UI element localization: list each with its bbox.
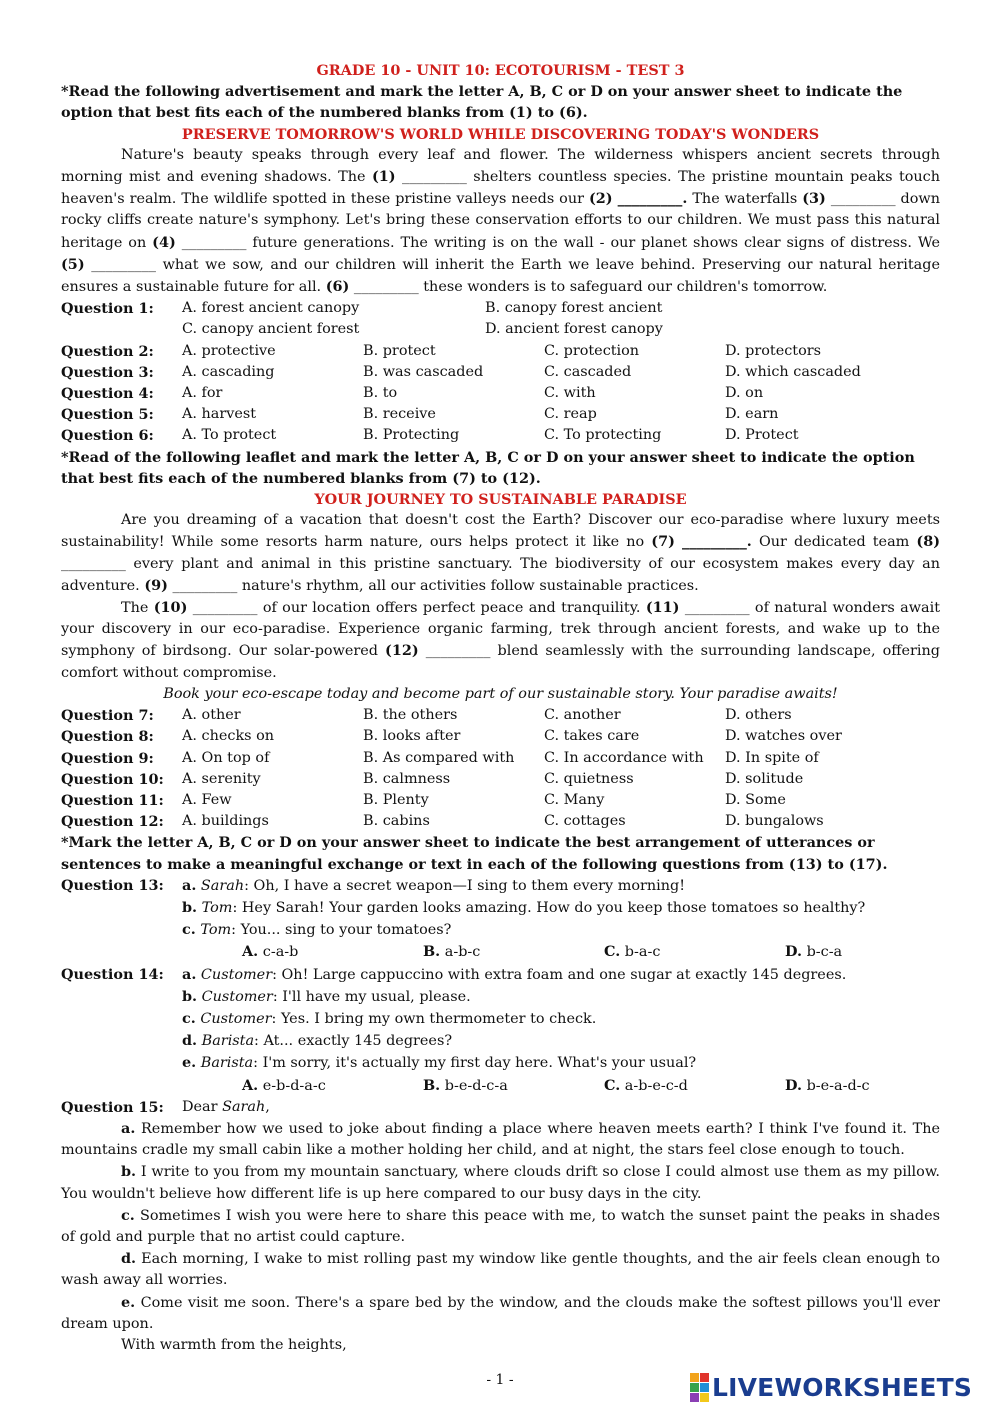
question-8: Question 8: A. checks on B. looks after C. takes care D. watches over bbox=[61, 726, 940, 747]
option-a[interactable]: A. protective bbox=[182, 342, 276, 359]
option-a[interactable]: A. c-a-b bbox=[242, 943, 299, 961]
question-3: Question 3: A. cascading B. was cascaded C. cascaded D. which cascaded bbox=[61, 362, 940, 383]
letter-item: b. I write to you from my mountain sanctuary, where clouds drift so close I could almost use them as my pillow. You wouldn't believe how different life is up here compared to our busy days in the city. bbox=[61, 1163, 941, 1202]
question-11: Question 11: A. Few B. Plenty C. Many D. Some bbox=[61, 790, 940, 811]
question-13: Question 13: a. Sarah: Oh, I have a secret weapon—I sing to them every morning! bbox=[61, 875, 940, 897]
option-c[interactable]: C. To protecting bbox=[544, 427, 662, 444]
dialogue-line: b. Tom: Hey Sarah! Your garden looks amazing. How do you keep those tomatoes so healthy? bbox=[182, 898, 866, 916]
option-b[interactable]: B. Plenty bbox=[363, 791, 429, 808]
option-c[interactable]: C. another bbox=[544, 707, 621, 724]
section1-passage: Nature's beauty speaks through every leaf and flower. The wilderness whispers ancient secrets through morning mist and evening shadows. The (1) _________ shelters countless species. The pristine mountain peaks touch heaven's realm. The wildlife spotted in these pristine valleys needs our (2) _________. The waterfalls (3) _________ down rocky cliffs create nature's symphony. Let's bring these conservation efforts to our children. We must pass this natural heritage on (4) _________ future generations. The writing is on the wall - our planet shows clear signs of distress. We (5) _________ what we sow, and our children will inherit the Earth we leave behind. Preserving our natural heritage ensures a sustainable future for all. (6) _________ these wonders is to safeguard our children's tomorrow. bbox=[61, 146, 941, 296]
option-b[interactable]: B. Protecting bbox=[363, 427, 460, 444]
option-d[interactable]: D. Some bbox=[725, 791, 786, 808]
question-14-answers bbox=[61, 1075, 940, 1097]
question-5: Question 5: A. harvest B. receive C. reap D. earn bbox=[61, 404, 940, 425]
option-d[interactable]: D. protectors bbox=[725, 342, 821, 359]
option-d[interactable]: D. others bbox=[725, 707, 792, 724]
dialogue-line: e. Barista: I'm sorry, it's actually my first day here. What's your usual? bbox=[182, 1054, 697, 1072]
question-7: Question 7: A. other B. the others C. another D. others bbox=[61, 705, 940, 726]
dialogue-line: c. Customer: Yes. I bring my own thermometer to check. bbox=[182, 1009, 597, 1027]
option-a[interactable]: A. for bbox=[182, 385, 223, 402]
dialogue-line: d. Barista: At... exactly 145 degrees? bbox=[182, 1032, 453, 1050]
question-14: Question 14: a. Customer: Oh! Large cappuccino with extra foam and one sugar at exactly 145 degrees. bbox=[61, 964, 940, 986]
question-9: Question 9: A. On top of B. As compared with C. In accordance with D. In spite of bbox=[61, 748, 940, 769]
question-15: Question 15: Dear Sarah, bbox=[61, 1097, 940, 1118]
question-6: Question 6: A. To protect B. Protecting C. To protecting D. Protect bbox=[61, 425, 940, 446]
option-d[interactable]: D. In spite of bbox=[725, 749, 819, 766]
option-a[interactable]: A. buildings bbox=[182, 813, 269, 830]
option-a[interactable]: A. harvest bbox=[182, 406, 257, 423]
option-c[interactable]: C. In accordance with bbox=[544, 749, 704, 766]
option-a[interactable]: A. serenity bbox=[182, 770, 261, 787]
option-a[interactable]: A. e-b-d-a-c bbox=[242, 1076, 326, 1094]
option-d[interactable]: D. Protect bbox=[725, 427, 799, 444]
option-c[interactable]: C. a-b-e-c-d bbox=[604, 1076, 688, 1094]
option-b[interactable]: B. calmness bbox=[363, 770, 451, 787]
option-d[interactable]: D. which cascaded bbox=[725, 363, 861, 380]
option-b[interactable]: B. protect bbox=[363, 342, 436, 359]
dialogue-line: b. Customer: I'll have my usual, please. bbox=[182, 987, 471, 1005]
option-b[interactable]: B. looks after bbox=[363, 728, 461, 745]
option-a[interactable]: A. other bbox=[182, 707, 241, 724]
option-b[interactable]: B. to bbox=[363, 385, 398, 402]
question-1-row2 bbox=[61, 319, 940, 340]
option-c[interactable]: C. cascaded bbox=[544, 363, 632, 380]
section1-heading: PRESERVE TOMORROW'S WORLD WHILE DISCOVERING TODAY'S WONDERS bbox=[181, 125, 820, 143]
option-d[interactable]: D. on bbox=[725, 385, 764, 402]
section1-instruction: *Read the following advertisement and mark the letter A, B, C or D on your answer sheet to indicate the option that best fits each of the numbered blanks from (1) to (6). bbox=[61, 83, 903, 122]
option-a[interactable]: A. checks on bbox=[182, 728, 275, 745]
option-c[interactable]: C. cottages bbox=[544, 813, 626, 830]
question-2: Question 2: A. protective B. protect C. protection D. protectors bbox=[61, 341, 940, 362]
option-d[interactable]: D. ancient forest canopy bbox=[485, 321, 663, 338]
page-title: GRADE 10 - UNIT 10: ECOTOURISM - TEST 3 bbox=[316, 62, 685, 79]
option-c[interactable]: C. quietness bbox=[544, 770, 634, 787]
option-b[interactable]: B. a-b-c bbox=[423, 943, 481, 961]
option-b[interactable]: B. b-e-d-c-a bbox=[423, 1076, 508, 1094]
option-a[interactable]: A. cascading bbox=[182, 363, 275, 380]
option-d[interactable]: D. bungalows bbox=[725, 813, 824, 830]
option-b[interactable]: B. As compared with bbox=[363, 749, 515, 766]
question-10: Question 10: A. serenity B. calmness C. quietness D. solitude bbox=[61, 769, 940, 790]
section3-instruction: *Mark the letter A, B, C or D on your answer sheet to indicate the best arrangement of utterances or sentences to make a meaningful exchange or text in each of the following questions from (13) to (17). bbox=[61, 834, 888, 873]
option-c[interactable]: C. Many bbox=[544, 791, 605, 808]
letter-item: d. Each morning, I wake to mist rolling past my window like gentle thoughts, and the air feels clean enough to wash away all worries. bbox=[61, 1250, 940, 1289]
section2-instruction: *Read of the following leaflet and mark the letter A, B, C or D on your answer sheet to indicate the option that best fits each of the numbered blanks from (7) to (12). bbox=[61, 448, 915, 487]
option-d[interactable]: D. earn bbox=[725, 406, 779, 423]
option-b[interactable]: B. was cascaded bbox=[363, 363, 484, 380]
logo-text: LIVEWORKSHEETS bbox=[712, 1373, 973, 1402]
logo-grid-icon bbox=[690, 1373, 709, 1402]
liveworksheets-logo[interactable] bbox=[690, 1373, 972, 1402]
section2-passage-2: The (10) _________ of our location offers perfect peace and tranquility. (11) _________ of natural wonders await your discovery in our eco-paradise. Experience organic farming, trek through ancient forests, and wake up to the symphony of birdsong. Our solar-powered (12) _________ blend seamlessly with the surrounding landscape, offering comfort without compromise. bbox=[61, 599, 940, 681]
option-c[interactable]: C. b-a-c bbox=[604, 943, 661, 961]
option-d[interactable]: D. solitude bbox=[725, 770, 804, 787]
section2-heading: YOUR JOURNEY TO SUSTAINABLE PARADISE bbox=[314, 491, 687, 509]
option-c[interactable]: C. canopy ancient forest bbox=[182, 321, 360, 338]
section2-closing: Book your eco-escape today and become part of our sustainable story. Your paradise awaits! bbox=[163, 685, 838, 702]
option-a[interactable]: A. forest ancient canopy bbox=[182, 300, 360, 317]
option-d[interactable]: D. b-e-a-d-c bbox=[785, 1076, 870, 1094]
option-c[interactable]: C. protection bbox=[544, 342, 640, 359]
letter-item: a. Remember how we used to joke about finding a place where heaven meets earth? I think I've found it. The mountains cradle my small cabin like a mother holding her child, and at night, the stars feel close enough to touch. bbox=[61, 1119, 941, 1159]
option-c[interactable]: C. with bbox=[544, 385, 596, 402]
option-d[interactable]: D. b-c-a bbox=[785, 943, 843, 961]
option-b[interactable]: B. cabins bbox=[363, 813, 430, 830]
dialogue-line: a. Customer: Oh! Large cappuccino with extra foam and one sugar at exactly 145 degrees. bbox=[182, 965, 847, 983]
question-12: Question 12: A. buildings B. cabins C. cottages D. bungalows bbox=[61, 811, 940, 832]
letter-signoff: With warmth from the heights, bbox=[121, 1336, 347, 1353]
option-a[interactable]: A. To protect bbox=[182, 427, 277, 444]
letter-item: e. Come visit me soon. There's a spare bed by the window, and the clouds make the softest pillows you'll ever dream upon. bbox=[61, 1293, 940, 1332]
question-1: Question 1: A. forest ancient canopy B. canopy forest ancient bbox=[61, 298, 940, 319]
question-4: Question 4: A. for B. to C. with D. on bbox=[61, 383, 940, 404]
section2-passage-1: Are you dreaming of a vacation that doesn't cost the Earth? Discover our eco-paradise where luxury meets sustainability! While some resorts harm nature, ours helps protect it like no (7) _________. Our dedicated team (8) _________ every plant and animal in this pristine sanctuary. The biodiversity of our ecosystem makes every day an adventure. (9) _________ nature's rhythm, all our activities follow sustainable practices. bbox=[61, 512, 941, 594]
option-d[interactable]: D. watches over bbox=[725, 728, 842, 745]
option-c[interactable]: C. reap bbox=[544, 406, 597, 423]
option-b[interactable]: B. the others bbox=[363, 707, 458, 724]
option-a[interactable]: A. On top of bbox=[182, 749, 270, 766]
option-b[interactable]: B. receive bbox=[363, 406, 436, 423]
question-13-answers bbox=[61, 941, 940, 963]
letter-item: c. Sometimes I wish you were here to share this peace with me, to watch the sunset paint the peaks in shades of gold and purple that no artist could capture. bbox=[61, 1206, 940, 1245]
dialogue-line: c. Tom: You... sing to your tomatoes? bbox=[182, 921, 452, 939]
option-a[interactable]: A. Few bbox=[182, 791, 232, 808]
letter-greeting: Dear Sarah, bbox=[182, 1098, 270, 1115]
option-c[interactable]: C. takes care bbox=[544, 728, 640, 745]
page-number: - 1 - bbox=[486, 1372, 514, 1388]
worksheet-page bbox=[61, 60, 940, 1356]
option-b[interactable]: B. canopy forest ancient bbox=[485, 300, 663, 317]
dialogue-line: a. Sarah: Oh, I have a secret weapon—I sing to them every morning! bbox=[182, 876, 686, 894]
